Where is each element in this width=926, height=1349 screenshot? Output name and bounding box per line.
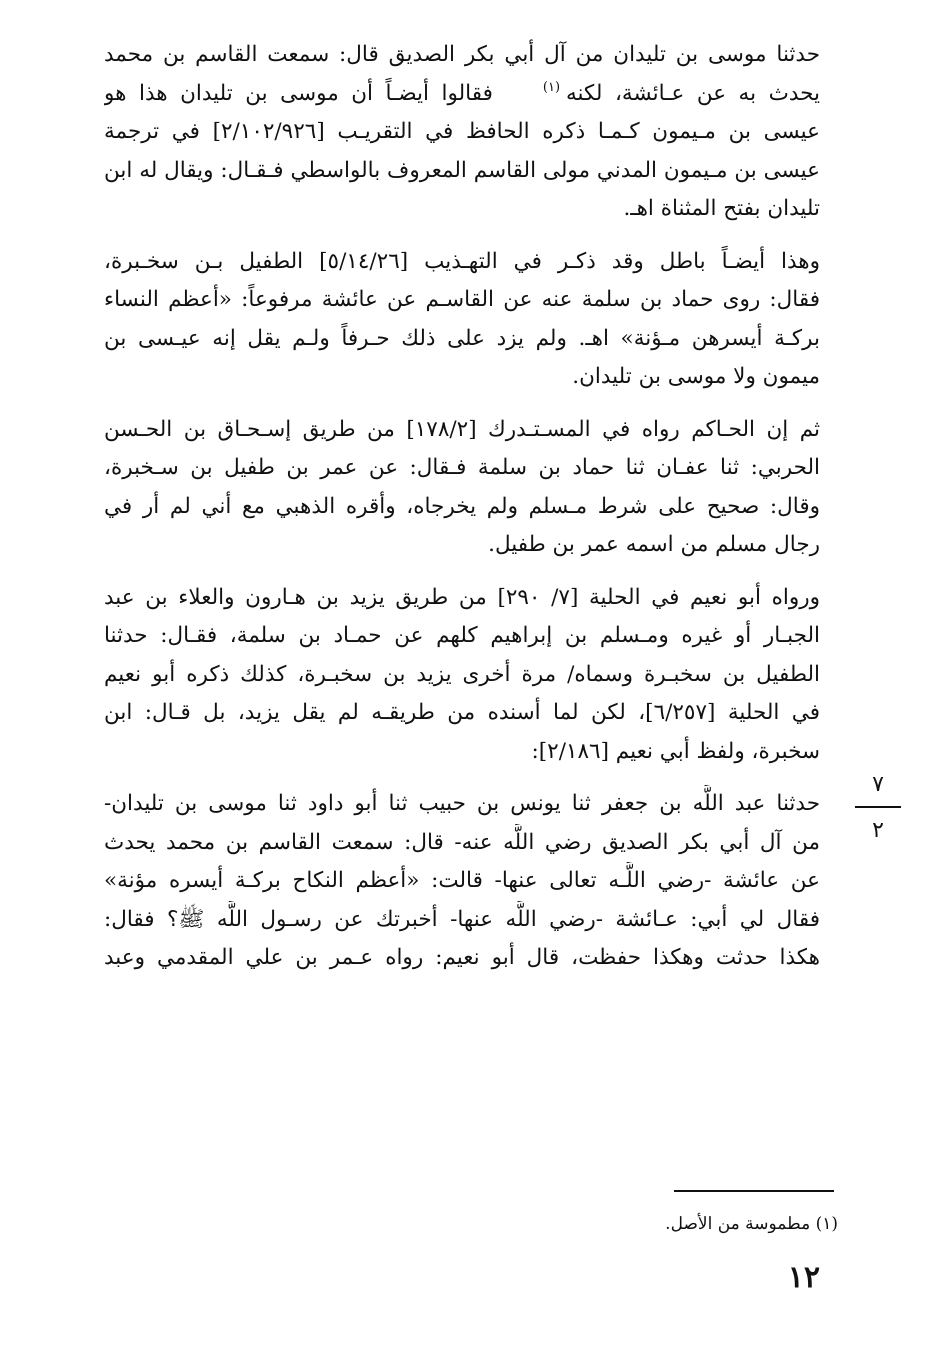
text-line: وقال: صحيح على شرط مـسلم ولم يخرجاه، وأقره الذهبي مع أني لم أر في: [104, 493, 820, 519]
text-line: عيسى بن مـيمون المدني مولى القاسم المعروف بالواسطي فـقـال: ويقال له ابن: [104, 157, 820, 183]
text-line: رجال مسلم من اسمه عمر بن طفيل.: [488, 532, 820, 557]
text-line: فقال: روى حماد بن سلمة عنه عن القاسـم عن عائشة مرفوعاً: «أعظم النساء: [104, 287, 820, 312]
page-number: ١٢: [787, 1260, 820, 1295]
text-line: الطفيل بن سخبـرة وسماه/ مرة أخرى يزيد بن سخبـرة، كذلك ذكره أبو نعيم: [104, 661, 820, 687]
footnote-reference[interactable]: (١): [542, 80, 561, 96]
text-line: في الحلية [٦/٢٥٧]، لكن لما أسنده من طريقـه لم يقل يزيد، بل قـال: ابن: [104, 700, 820, 725]
main-text: [104, 36, 820, 992]
text-line: عيسى بن مـيمون كـمـا ذكره الحافظ في التقريـب [٢/١٠٢/٩٢٦] في ترجمة: [104, 119, 820, 144]
paragraph-3: [104, 411, 820, 565]
text-line: سخبرة، ولفظ أبي نعيم [٢/١٨٦]:: [531, 738, 820, 764]
paragraph-5-quotation: [104, 785, 820, 978]
text-line: هكذا حدثت وهكذا حفظت، قال أبو نعيم: رواه عـمر بن علي المقدمي وعبد: [104, 945, 820, 970]
paragraph-4: [104, 579, 820, 772]
manuscript-folio-marker: [850, 770, 906, 846]
text-line: ورواه أبو نعيم في الحلية [٧/ ٢٩٠] من طريق يزيد بن هـارون والعلاء بن عبد: [104, 584, 820, 610]
folio-denominator: ٢: [872, 818, 884, 843]
text-line: الجبـار أو غيره ومـسلم بن إبراهيم كلهم عن حمـاد بن سلمة، فقـال: حدثنا: [104, 623, 820, 648]
text-line: عن عائشة -رضي اللَّـه تعالى عنها- قالت: «أعظم النكاح بركـة أيسره مؤنة»: [104, 868, 820, 893]
text-line: فقال لي أبي: عـائشة -رضي اللَّه عنها- أخبرتك عن رسـول اللَّه ﷺ؟ فقال:: [104, 906, 820, 932]
paragraph-2: [104, 243, 820, 397]
footnote: (١) مطموسة من الأصل.: [665, 1214, 838, 1234]
text-line-with-footnote-ref: [104, 75, 820, 114]
text-line: حدثنا عبد اللَّه بن جعفر ثنا يونس بن حبيب ثنا أبو داود ثنا موسى بن تليدان-: [104, 791, 820, 816]
footnote-separator: [674, 1190, 834, 1192]
text-line: تليدان بفتح المثناة اهـ.: [623, 196, 820, 221]
text-line: وهذا أيضـاً باطل وقد ذكـر في التهـذيب [٥/١٤/٢٦] الطفيل بـن سخـبرة،: [104, 248, 820, 274]
text-line: من آل أبي بكر الصديق رضي اللَّه عنه- قال: سمعت القاسم بن محمد يحدث: [104, 829, 820, 855]
folio-numerator: ٧: [872, 772, 884, 797]
text-line: الحربي: ثنا عفـان ثنا حماد بن سلمة فـقال: عن عمر بن طفيل بن سـخبرة،: [104, 455, 820, 480]
text-segment: يحدث به عن عـائشة، لكنه: [566, 80, 820, 106]
text-segment: فقالوا أيضـاً أن موسى بن تليدان هذا هو: [104, 80, 493, 106]
text-line: ميمون ولا موسى بن تليدان.: [572, 364, 820, 389]
text-line: حدثنا موسى بن تليدان من آل أبي بكر الصديق قال: سمعت القاسم بن محمد: [104, 42, 820, 67]
paragraph-1: [104, 36, 820, 229]
text-line: ثم إن الحـاكم رواه في المسـتـدرك [١٧٨/٢] من طريق إسـحـاق بن الحـسن: [104, 416, 820, 442]
folio-divider: [855, 806, 901, 808]
text-line: بركـة أيسرهن مـؤنة» اهـ. ولم يزد على ذلك حـرفاً ولـم يقل إنه عيـسى بن: [104, 325, 820, 351]
